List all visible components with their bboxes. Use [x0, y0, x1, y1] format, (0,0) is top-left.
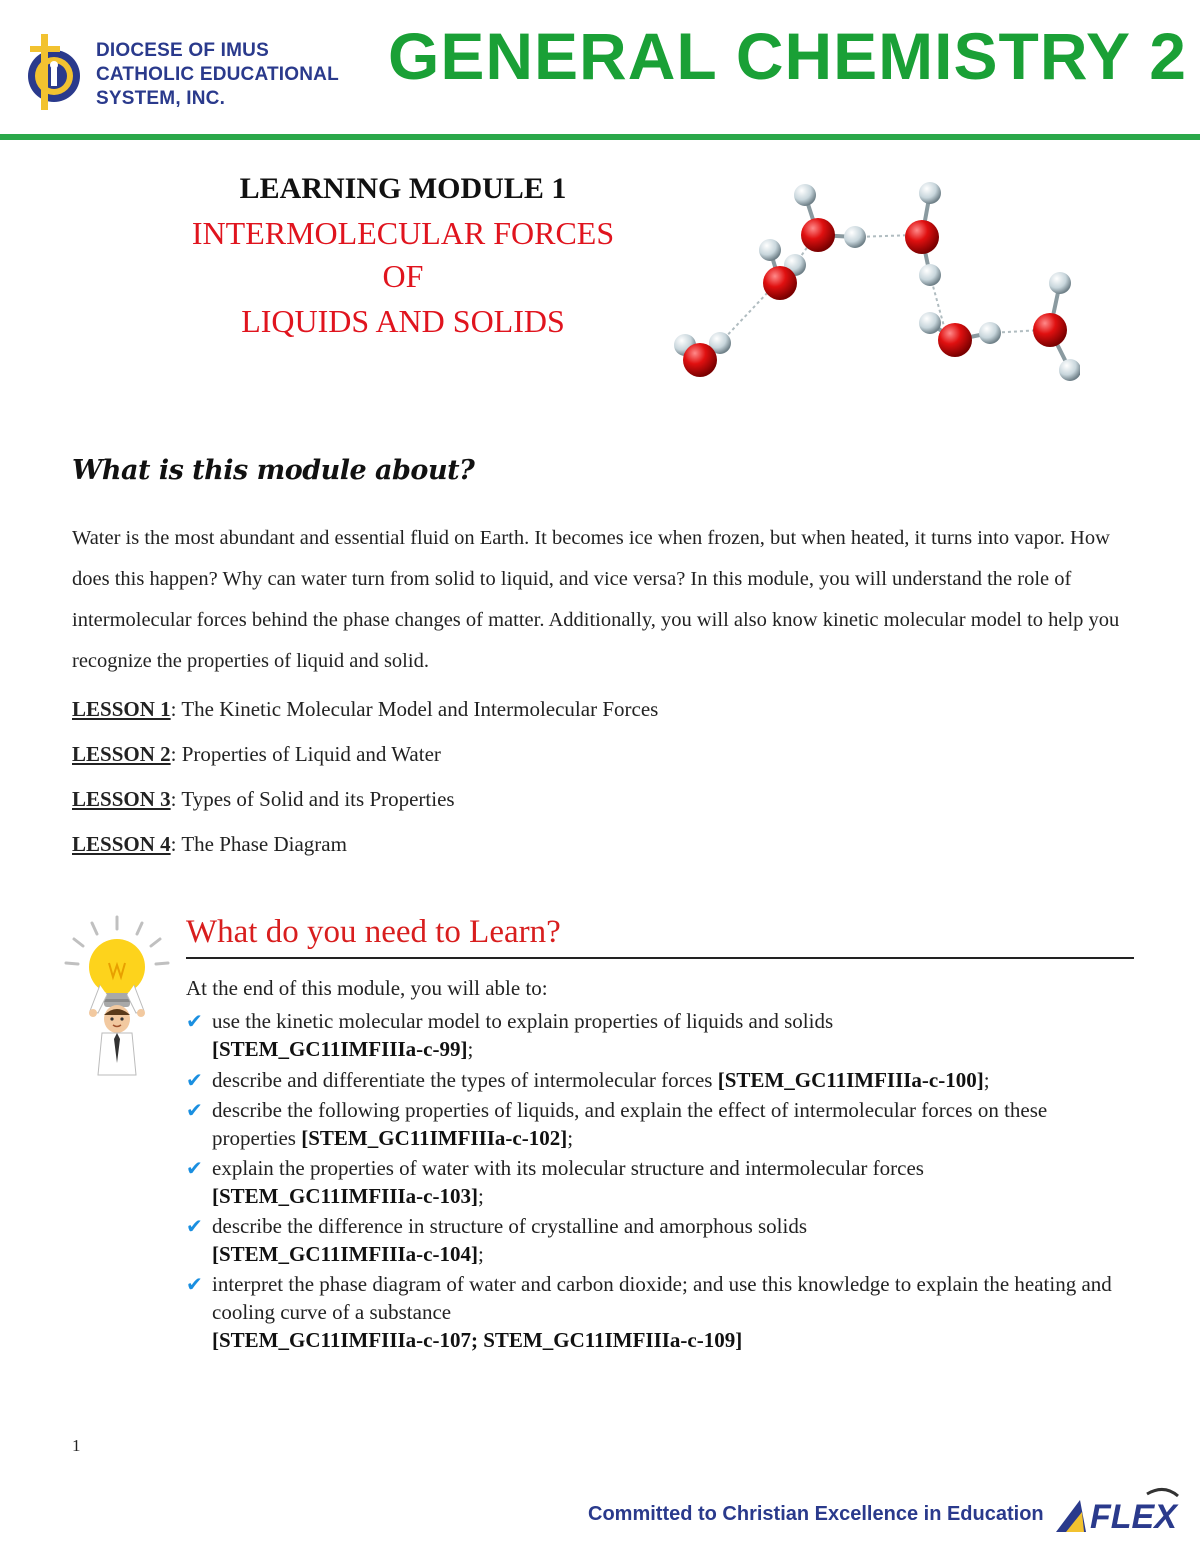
- lesson-title: : Types of Solid and its Properties: [170, 787, 455, 811]
- objective-text: describe the following properties of liquids, and explain the effect of intermolecular forces on these properties: [212, 1098, 1048, 1150]
- flex-logo: [1052, 1482, 1182, 1538]
- objective-punct: ;: [983, 1068, 990, 1092]
- competency-code: [STEM_GC11IMFIIIa-c-103]: [212, 1184, 478, 1208]
- lesson-item: [72, 787, 455, 812]
- objective-item: [186, 1066, 1136, 1094]
- competency-code: [STEM_GC11IMFIIIa-c-100]: [717, 1068, 984, 1092]
- competency-code: [STEM_GC11IMFIIIa-c-99]: [212, 1037, 468, 1061]
- checkmark-icon: ✔: [186, 1098, 203, 1122]
- objective-item: [186, 1212, 1136, 1268]
- learn-intro: At the end of this module, you will able to:: [186, 976, 548, 1000]
- objective-item: [186, 1096, 1136, 1152]
- header-divider: [0, 134, 1200, 140]
- module-title-line-1: INTERMOLECULAR FORCES: [191, 215, 615, 251]
- objective-item: [186, 1270, 1136, 1354]
- about-paragraph: Water is the most abundant and essential fluid on Earth. It becomes ice when frozen, but when heated, it turns into vapor. How does this happen? Why can water turn from solid to liquid, and vice versa? In this module, you will understand the role of intermolecular forces behind the phase changes of matter. Additionally, you will also know kinetic molecular model to help you recognize the properties of liquid and solid.: [72, 527, 1120, 672]
- objective-text: interpret the phase diagram of water and carbon dioxide; and use this knowledge to explain the heating and cooling curve of a substance: [212, 1272, 1112, 1324]
- objective-punct: ;: [478, 1184, 484, 1208]
- lesson-title: : The Phase Diagram: [170, 832, 347, 856]
- objective-punct: ;: [567, 1126, 574, 1150]
- module-title-line-3: LIQUIDS AND SOLIDS: [241, 303, 565, 339]
- objective-text: describe the difference in structure of crystalline and amorphous solids: [212, 1214, 808, 1238]
- lesson-label: LESSON 4: [72, 832, 171, 856]
- lightbulb-character-icon: [62, 915, 172, 1085]
- org-name-line-2: CATHOLIC EDUCATIONAL: [96, 64, 339, 85]
- objective-punct: ;: [467, 1037, 474, 1061]
- lesson-label: LESSON 3: [72, 787, 171, 811]
- objective-punct: ;: [478, 1242, 484, 1266]
- learn-heading-underline: [186, 957, 1134, 959]
- competency-code: [STEM_GC11IMFIIIa-c-104]: [212, 1242, 478, 1266]
- checkmark-icon: ✔: [186, 1272, 203, 1296]
- lesson-label: LESSON 2: [72, 742, 171, 766]
- checkmark-icon: ✔: [186, 1068, 203, 1092]
- competency-code: [STEM_GC11IMFIIIa-c-107; STEM_GC11IMFIIIa-c-109]: [212, 1328, 743, 1352]
- lesson-title: : The Kinetic Molecular Model and Intermolecular Forces: [170, 697, 659, 721]
- footer-tagline: Committed to Christian Excellence in Education: [588, 1503, 1044, 1525]
- about-heading: What is this module about?: [72, 455, 475, 486]
- org-name-line-3: SYSTEM, INC.: [96, 88, 226, 109]
- objective-item: [186, 1007, 1136, 1063]
- module-label: LEARNING MODULE 1: [239, 172, 567, 205]
- objective-item: [186, 1154, 1136, 1210]
- learn-heading: What do you need to Learn?: [186, 914, 561, 950]
- page-number: 1: [72, 1436, 81, 1455]
- flex-logo-text: FLEX: [1090, 1498, 1177, 1536]
- checkmark-icon: ✔: [186, 1156, 203, 1180]
- objective-text: explain the properties of water with its molecular structure and intermolecular forces: [212, 1156, 924, 1180]
- objective-text: describe and differentiate the types of intermolecular forces: [212, 1068, 718, 1092]
- checkmark-icon: ✔: [186, 1214, 203, 1238]
- diocese-logo: [22, 32, 82, 110]
- lesson-label: LESSON 1: [72, 697, 171, 721]
- lesson-title: : Properties of Liquid and Water: [170, 742, 441, 766]
- objective-text: use the kinetic molecular model to explain properties of liquids and solids: [212, 1009, 834, 1033]
- lesson-item: [72, 832, 347, 857]
- lesson-item: [72, 697, 658, 722]
- competency-code: [STEM_GC11IMFIIIa-c-102]: [301, 1126, 568, 1150]
- module-title-line-2: OF: [382, 258, 424, 294]
- lesson-item: [72, 742, 441, 767]
- checkmark-icon: ✔: [186, 1009, 203, 1033]
- subject-title: GENERAL CHEMISTRY 2: [388, 19, 1187, 93]
- org-name-line-1: DIOCESE OF IMUS: [96, 40, 269, 61]
- water-molecule-illustration: [660, 165, 1080, 405]
